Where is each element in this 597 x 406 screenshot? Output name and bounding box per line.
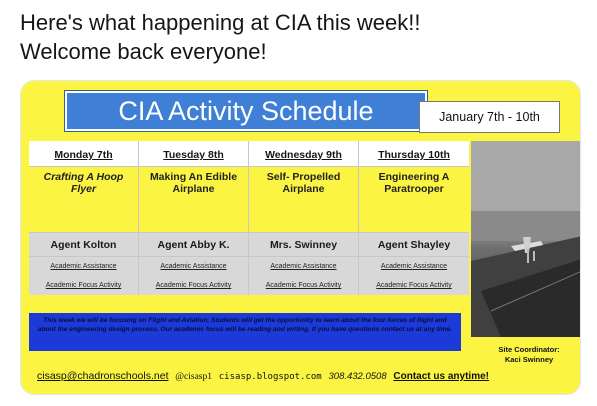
agent-name: Mrs. Swinney — [249, 233, 359, 256]
day-header: Thursday 10th — [378, 149, 450, 161]
focus-activity-label: Academic Focus Activity — [29, 276, 139, 295]
day-header: Tuesday 8th — [139, 141, 249, 166]
activity-cell — [29, 167, 139, 232]
assistance-label: Academic Assistance — [139, 257, 249, 276]
weekly-focus-box — [29, 313, 461, 351]
activity-line: Making An Edible — [149, 171, 238, 183]
day-header: Monday 7th — [29, 141, 139, 166]
tweet-line-1: Here's what happening at CIA this week!! — [20, 10, 421, 35]
phone-number: 308.432.0508 — [328, 371, 387, 382]
focus-activity-label: Academic Focus Activity — [249, 276, 359, 295]
activity-line: Airplane — [172, 183, 215, 195]
agent-name: Agent Abby K. — [139, 233, 249, 256]
aircraft-carrier-illustration — [471, 141, 581, 337]
assistance-label: Academic Assistance — [380, 263, 448, 270]
activity-line: Self- Propelled — [266, 171, 341, 183]
activity-line: Crafting A Hoop — [43, 171, 124, 183]
weekly-focus-text: This week we will be focusing on Flight and Aviation. Students will get the opportunity to learn about the four forces of flight and about the engineering design process. Our academic focus will be reading and writing. If you have questions contact us at any time. — [37, 317, 453, 333]
activity-line: Engineering A — [378, 171, 450, 183]
date-range: January 7th - 10th — [439, 110, 540, 124]
assistance-row — [29, 257, 469, 276]
contact-footer — [37, 367, 567, 385]
activity-line: Flyer — [70, 183, 97, 195]
activity-cell — [139, 167, 249, 232]
activity-flyer — [21, 81, 581, 395]
flyer-title: CIA Activity Schedule — [118, 96, 374, 126]
flyer-title-bar — [65, 91, 427, 131]
assistance-label: Academic Assistance — [29, 257, 139, 276]
day-header-row — [29, 141, 469, 167]
focus-activity-label: Academic Focus Activity — [376, 282, 452, 289]
site-coordinator — [479, 345, 579, 365]
assistance-label: Academic Assistance — [249, 257, 359, 276]
day-header: Wednesday 9th — [249, 141, 359, 166]
tweet-text — [20, 8, 590, 66]
coordinator-label: Site Coordinator: — [498, 345, 560, 354]
activity-line: Airplane — [282, 183, 325, 195]
focus-activity-row — [29, 276, 469, 295]
focus-activity-label: Academic Focus Activity — [139, 276, 249, 295]
tweet-line-2: Welcome back everyone! — [20, 39, 267, 64]
activity-row — [29, 167, 469, 233]
activity-cell — [249, 167, 359, 232]
date-range-box — [419, 101, 560, 133]
activity-cell — [359, 167, 469, 232]
aircraft-carrier-photo — [471, 141, 581, 337]
agent-row — [29, 233, 469, 257]
tweet-media-image[interactable] — [20, 80, 581, 395]
blog-url: cisasp.blogspot.com — [218, 372, 322, 382]
contact-email: cisasp@chadronschools.net — [37, 370, 169, 382]
agent-name: Agent Kolton — [29, 233, 139, 256]
contact-us-text: Contact us anytime! — [393, 371, 489, 382]
coordinator-name: Kaci Swinney — [504, 355, 554, 364]
schedule-grid — [29, 141, 469, 295]
agent-name: Agent Shayley — [377, 239, 451, 251]
activity-line: Paratrooper — [384, 183, 444, 195]
social-handle: @cisasp1 — [175, 372, 212, 382]
